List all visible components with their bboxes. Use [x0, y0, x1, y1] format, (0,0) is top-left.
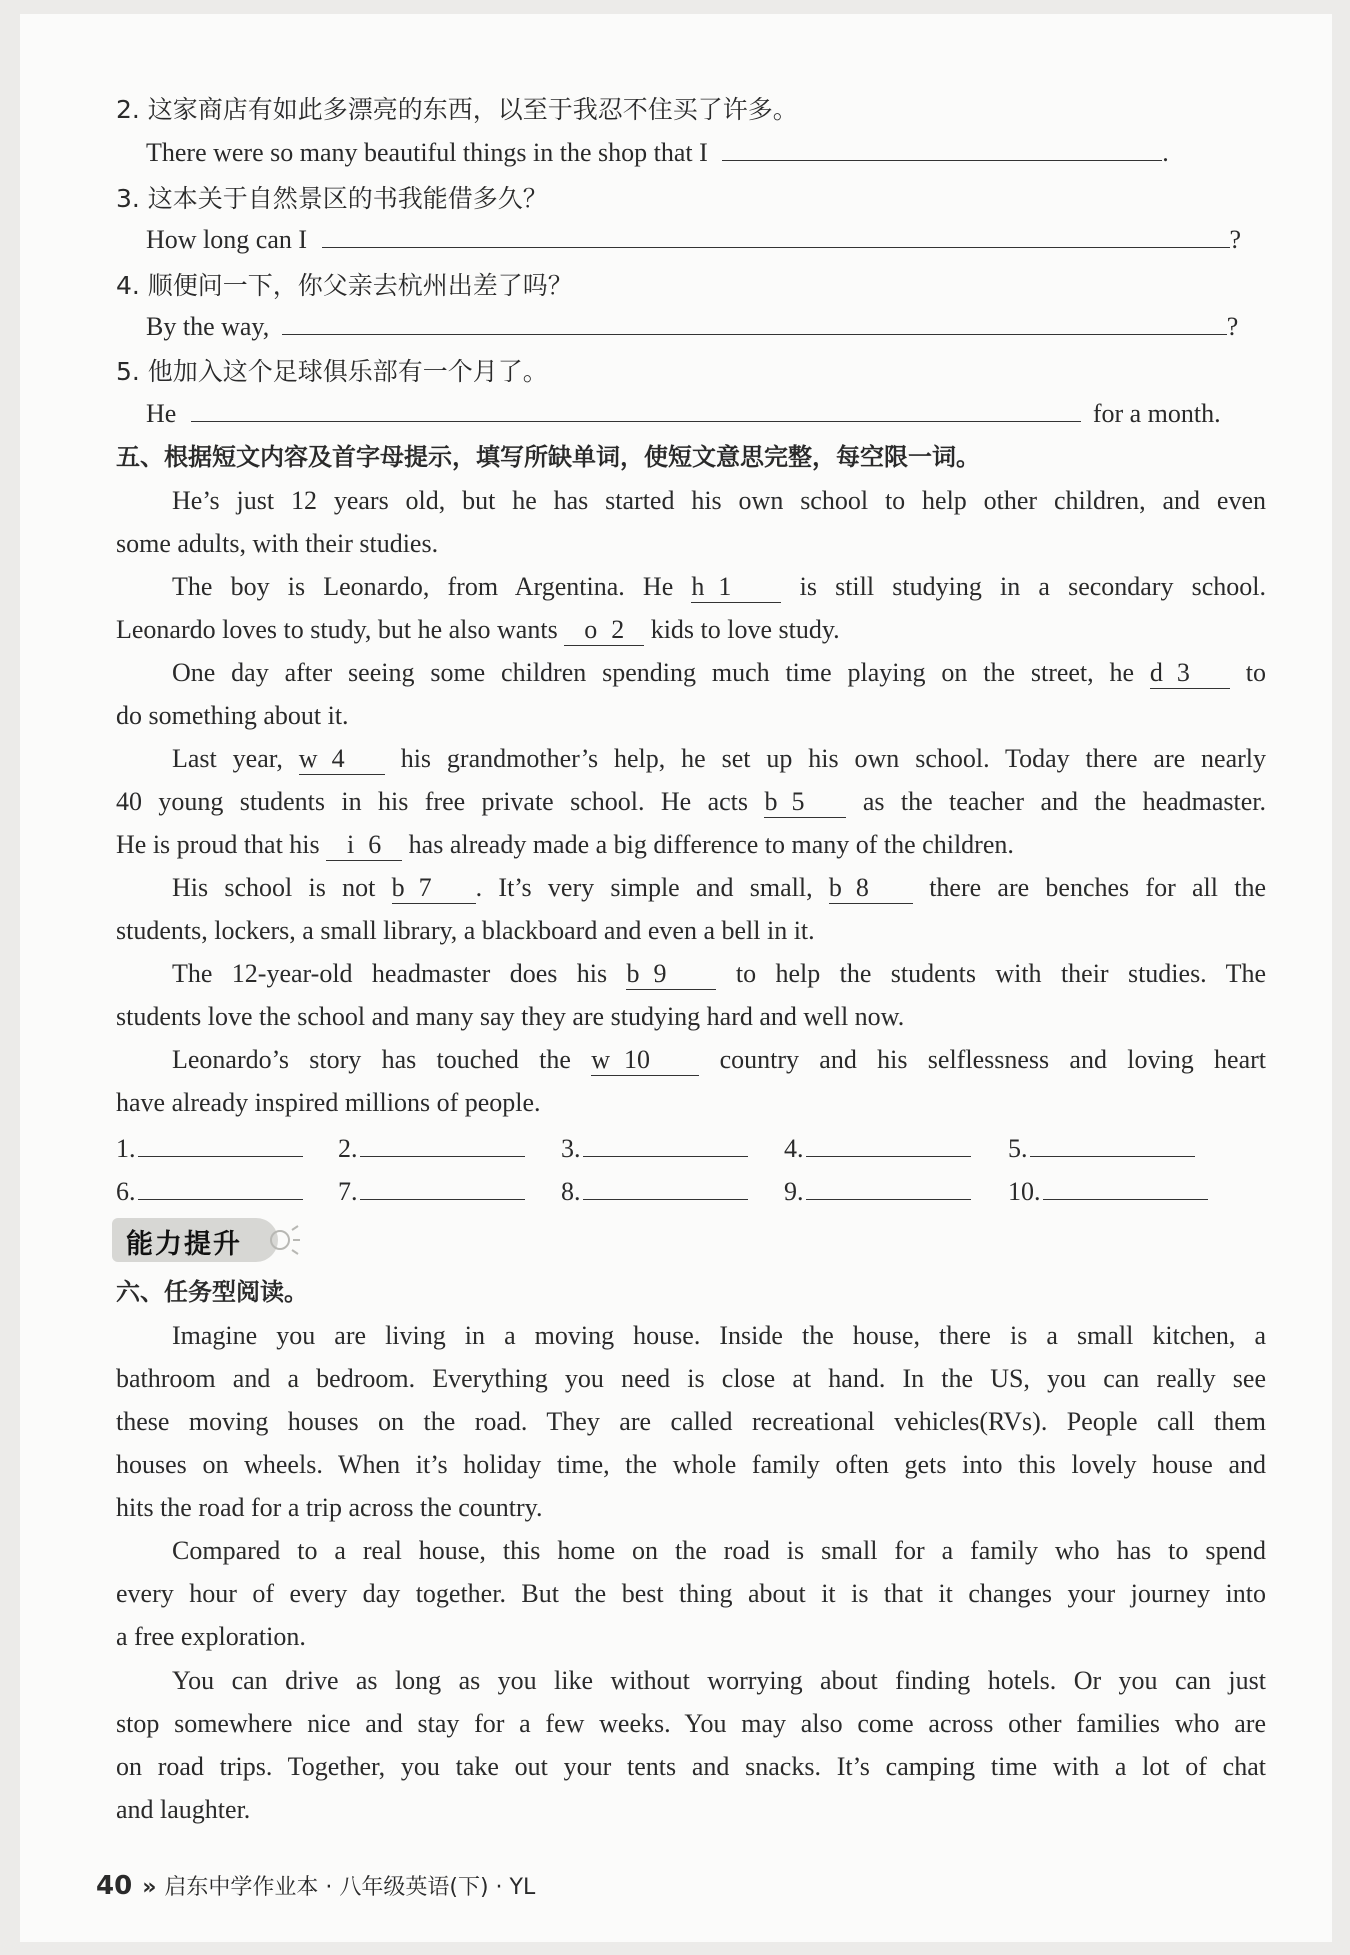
answer-blank[interactable]	[1030, 1130, 1195, 1157]
s5-p3-line1	[172, 656, 1266, 690]
translation-5-prompt: He	[146, 399, 177, 428]
s6-line: a free exploration.	[116, 1622, 306, 1651]
gap-7-number: 7	[418, 873, 432, 902]
answer-label: 10.	[1008, 1177, 1041, 1206]
answer-label: 1.	[116, 1134, 136, 1163]
answer-label: 7.	[338, 1177, 358, 1206]
translation-3-prompt: How long can I	[146, 225, 308, 254]
s5-text: Leonardo loves to study, but he also wants	[116, 615, 558, 644]
translation-4-end: ?	[1226, 312, 1239, 341]
gap-10[interactable]	[591, 1045, 699, 1076]
gap-4[interactable]	[299, 744, 385, 775]
answer-blank[interactable]	[360, 1130, 525, 1157]
s5-p7-line2: have already inspired millions of people.	[116, 1088, 541, 1117]
answer-2[interactable]	[338, 1130, 525, 1166]
gap-2-number: 2	[611, 615, 625, 644]
translation-4-prompt: By the way,	[146, 312, 270, 341]
gap-1-letter: h	[691, 572, 705, 601]
gap-10-number: 10	[624, 1045, 651, 1074]
s6-line: on road trips. Together, you take out your tents and snacks. It’s camping time with a lot of chat	[116, 1752, 1266, 1781]
s6-line: and laughter.	[116, 1795, 251, 1824]
s5-p3-line2: do something about it.	[116, 701, 349, 730]
s5-text: . It’s very simple and small,	[475, 873, 813, 902]
gap-8-letter: b	[828, 873, 842, 902]
page-number: 40	[96, 1871, 133, 1901]
chevron-icon: »	[142, 1875, 157, 1900]
answer-3[interactable]	[561, 1130, 748, 1166]
translation-4-chinese: 4. 顺便问一下，你父亲去杭州出差了吗？	[116, 271, 573, 300]
gap-5[interactable]	[764, 787, 846, 818]
translation-2-prompt: There were so many beautiful things in the shop that I	[146, 138, 708, 167]
translation-3-answer-blank[interactable]	[322, 223, 1230, 248]
book-title: 启东中学作业本 · 八年级英语(下) · YL	[164, 1875, 536, 1900]
s5-p4-line1	[172, 742, 1266, 776]
s5-text: One day after seeing some children spending much time playing on the street, he	[172, 658, 1135, 687]
s5-p5-line1	[172, 871, 1266, 905]
translation-5-english	[146, 397, 1296, 431]
answer-9[interactable]	[784, 1173, 971, 1209]
gap-8-number: 8	[855, 873, 869, 902]
s5-p6-line1	[172, 957, 1266, 991]
s5-text: The boy is Leonardo, from Argentina. He	[172, 572, 674, 601]
s5-text: has already made a big difference to many of the children.	[408, 830, 1014, 859]
gap-2[interactable]	[564, 615, 644, 646]
s5-p1-line1: He’s just 12 years old, but he has started his own school to help other children, and even	[172, 486, 1266, 515]
lightbulb-icon	[262, 1222, 302, 1258]
answer-blank[interactable]	[806, 1173, 971, 1200]
s5-text: Leonardo’s story has touched the	[172, 1045, 571, 1074]
gap-7-letter: b	[391, 873, 405, 902]
s5-text: to help the students with their studies. The	[735, 959, 1267, 988]
section-6-title: 六、任务型阅读。	[116, 1278, 308, 1306]
gap-4-letter: w	[298, 744, 318, 773]
section-5-title: 五、根据短文内容及首字母提示，填写所缺单词，使短文意思完整，每空限一词。	[116, 443, 980, 471]
translation-5-chinese: 5. 他加入这个足球俱乐部有一个月了。	[116, 357, 548, 386]
s6-line: bathroom and a bedroom. Everything you need is close at hand. In the US, you can really see	[116, 1364, 1266, 1393]
gap-5-number: 5	[791, 787, 805, 816]
translation-3-english	[146, 223, 1296, 257]
answer-blank[interactable]	[806, 1130, 971, 1157]
s5-p7-line1	[172, 1043, 1266, 1077]
gap-5-letter: b	[764, 787, 778, 816]
translation-5-answer-blank[interactable]	[191, 397, 1081, 422]
translation-3-end: ?	[1229, 225, 1242, 254]
translation-4-english	[146, 310, 1296, 344]
s6-line: stop somewhere nice and stay for a few weeks. You may also come across other families who are	[116, 1709, 1266, 1738]
s5-text: as the teacher and the headmaster.	[862, 787, 1267, 816]
translation-2-answer-blank[interactable]	[722, 136, 1162, 161]
translation-5-end: for a month.	[1092, 399, 1221, 428]
answer-blank[interactable]	[583, 1173, 748, 1200]
s5-text: his grandmother’s help, he set up his own school. Today there are nearly	[400, 744, 1267, 773]
gap-8[interactable]	[829, 873, 913, 904]
answer-label: 8.	[561, 1177, 581, 1206]
gap-1-number: 1	[718, 572, 732, 601]
s6-line: houses on wheels. When it’s holiday time, the whole family often gets into this lovely house and	[116, 1450, 1266, 1479]
answer-label: 4.	[784, 1134, 804, 1163]
answer-label: 9.	[784, 1177, 804, 1206]
s6-line: Imagine you are living in a moving house. Inside the house, there is a small kitchen, a	[172, 1321, 1266, 1350]
gap-6[interactable]	[326, 830, 402, 861]
badge-label: 能力提升	[126, 1229, 242, 1260]
gap-2-letter: o	[584, 615, 598, 644]
gap-9[interactable]	[626, 959, 716, 990]
s5-text: He is proud that his	[116, 830, 320, 859]
s5-p2-line1	[172, 570, 1266, 604]
answer-8[interactable]	[561, 1173, 748, 1209]
gap-9-number: 9	[653, 959, 667, 988]
gap-10-letter: w	[591, 1045, 611, 1074]
s5-text: Last year,	[172, 744, 283, 773]
answer-5[interactable]	[1008, 1130, 1195, 1166]
ability-badge	[112, 1216, 302, 1264]
s5-p4-line2	[116, 785, 1266, 819]
s5-text: kids to love study.	[650, 615, 840, 644]
gap-7[interactable]	[392, 873, 476, 904]
translation-3-chinese: 3. 这本关于自然景区的书我能借多久？	[116, 184, 548, 213]
s5-text: there are benches for all the	[929, 873, 1267, 902]
s5-text: The 12-year-old headmaster does his	[172, 959, 608, 988]
s5-p1-line2: some adults, with their studies.	[116, 529, 439, 558]
s5-p5-line2: students, lockers, a small library, a blackboard and even a bell in it.	[116, 916, 815, 945]
translation-2-chinese: 2. 这家商店有如此多漂亮的东西，以至于我忍不住买了许多。	[116, 95, 798, 124]
answer-blank[interactable]	[583, 1130, 748, 1157]
s5-text: His school is not	[172, 873, 376, 902]
gap-1[interactable]	[691, 572, 781, 603]
answer-label: 2.	[338, 1134, 358, 1163]
gap-6-letter: i	[347, 830, 355, 859]
answer-blank[interactable]	[360, 1173, 525, 1200]
s6-line: Compared to a real house, this home on the road is small for a family who has to spend	[172, 1536, 1266, 1565]
s6-line: these moving houses on the road. They are called recreational vehicles(RVs). People call them	[116, 1407, 1266, 1436]
gap-4-number: 4	[331, 744, 345, 773]
gap-6-number: 6	[368, 830, 382, 859]
gap-9-letter: b	[626, 959, 640, 988]
answer-7[interactable]	[338, 1173, 525, 1209]
answer-10[interactable]	[1008, 1173, 1208, 1209]
gap-3[interactable]	[1150, 658, 1230, 689]
translation-4-answer-blank[interactable]	[282, 310, 1227, 335]
answer-1[interactable]	[116, 1130, 303, 1166]
s5-p4-line3	[116, 828, 1266, 862]
gap-3-letter: d	[1149, 658, 1163, 687]
s6-line: every hour of every day together. But the best thing about it is that it changes your journey into	[116, 1579, 1266, 1608]
s6-line: You can drive as long as you like without worrying about finding hotels. Or you can just	[172, 1666, 1266, 1695]
s5-text: 40 young students in his free private school. He acts	[116, 787, 749, 816]
answer-blank[interactable]	[138, 1130, 303, 1157]
s6-line: hits the road for a trip across the country.	[116, 1493, 543, 1522]
answer-blank[interactable]	[1043, 1173, 1208, 1200]
translation-2-end: .	[1162, 138, 1169, 167]
answer-label: 3.	[561, 1134, 581, 1163]
s5-p6-line2: students love the school and many say they are studying hard and well now.	[116, 1002, 905, 1031]
s5-text: to	[1245, 658, 1267, 687]
page-footer	[96, 1870, 535, 1901]
answer-label: 6.	[116, 1177, 136, 1206]
answer-6[interactable]	[116, 1173, 303, 1209]
s5-text: country and his selflessness and loving heart	[719, 1045, 1266, 1074]
answer-label: 5.	[1008, 1134, 1028, 1163]
answer-blank[interactable]	[138, 1173, 303, 1200]
gap-3-number: 3	[1176, 658, 1190, 687]
answer-4[interactable]	[784, 1130, 971, 1166]
s5-p2-line2	[116, 613, 1266, 647]
s5-text: is still studying in a secondary school.	[799, 572, 1267, 601]
translation-2-english	[146, 136, 1296, 170]
